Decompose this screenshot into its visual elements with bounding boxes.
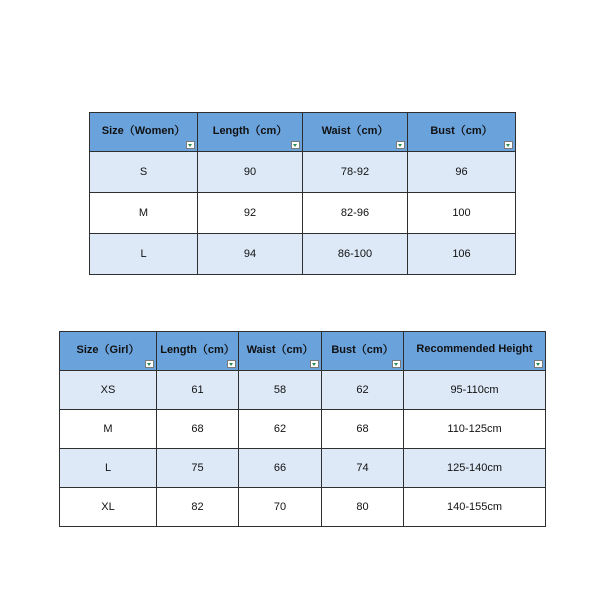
table-row xyxy=(90,234,516,275)
table-row xyxy=(60,449,546,488)
women-header-length: Length（cm） xyxy=(198,113,303,152)
women-header-waist: Waist（cm） xyxy=(303,113,408,152)
bust-cell: 100 xyxy=(408,193,516,234)
bust-cell: 106 xyxy=(408,234,516,275)
waist-cell: 82-96 xyxy=(303,193,408,234)
filter-dropdown-icon[interactable] xyxy=(227,360,236,368)
waist-cell: 66 xyxy=(239,449,322,488)
size-cell: S xyxy=(90,152,198,193)
filter-dropdown-icon[interactable] xyxy=(310,360,319,368)
waist-cell: 62 xyxy=(239,410,322,449)
girl-size-table xyxy=(59,331,546,527)
girl-header-recommended-height: Recommended Height xyxy=(404,332,546,371)
women-size-table xyxy=(89,112,516,275)
height-cell: 125-140cm xyxy=(404,449,546,488)
size-cell: L xyxy=(60,449,157,488)
waist-cell: 70 xyxy=(239,488,322,527)
length-cell: 75 xyxy=(157,449,239,488)
women-header-size: Size（Women） xyxy=(90,113,198,152)
women-header-bust: Bust（cm） xyxy=(408,113,516,152)
size-cell: M xyxy=(60,410,157,449)
filter-dropdown-icon[interactable] xyxy=(504,141,513,149)
size-cell: XS xyxy=(60,371,157,410)
bust-cell: 80 xyxy=(322,488,404,527)
filter-dropdown-icon[interactable] xyxy=(291,141,300,149)
table-row xyxy=(90,152,516,193)
table-row xyxy=(60,410,546,449)
length-cell: 90 xyxy=(198,152,303,193)
girl-header-length: Length（cm） xyxy=(157,332,239,371)
height-cell: 95-110cm xyxy=(404,371,546,410)
waist-cell: 58 xyxy=(239,371,322,410)
table-row xyxy=(90,193,516,234)
filter-dropdown-icon[interactable] xyxy=(392,360,401,368)
size-cell: XL xyxy=(60,488,157,527)
girl-header-waist: Waist（cm） xyxy=(239,332,322,371)
filter-dropdown-icon[interactable] xyxy=(396,141,405,149)
length-cell: 82 xyxy=(157,488,239,527)
table-row xyxy=(60,371,546,410)
waist-cell: 78-92 xyxy=(303,152,408,193)
filter-dropdown-icon[interactable] xyxy=(145,360,154,368)
size-cell: L xyxy=(90,234,198,275)
girl-header-bust: Bust（cm） xyxy=(322,332,404,371)
size-cell: M xyxy=(90,193,198,234)
bust-cell: 96 xyxy=(408,152,516,193)
filter-dropdown-icon[interactable] xyxy=(534,360,543,368)
table-row xyxy=(60,488,546,527)
women-header-row xyxy=(90,113,516,152)
height-cell: 140-155cm xyxy=(404,488,546,527)
length-cell: 92 xyxy=(198,193,303,234)
bust-cell: 74 xyxy=(322,449,404,488)
filter-dropdown-icon[interactable] xyxy=(186,141,195,149)
length-cell: 68 xyxy=(157,410,239,449)
girl-header-size: Size（Girl） xyxy=(60,332,157,371)
girl-header-row xyxy=(60,332,546,371)
bust-cell: 62 xyxy=(322,371,404,410)
length-cell: 61 xyxy=(157,371,239,410)
length-cell: 94 xyxy=(198,234,303,275)
height-cell: 110-125cm xyxy=(404,410,546,449)
waist-cell: 86-100 xyxy=(303,234,408,275)
bust-cell: 68 xyxy=(322,410,404,449)
